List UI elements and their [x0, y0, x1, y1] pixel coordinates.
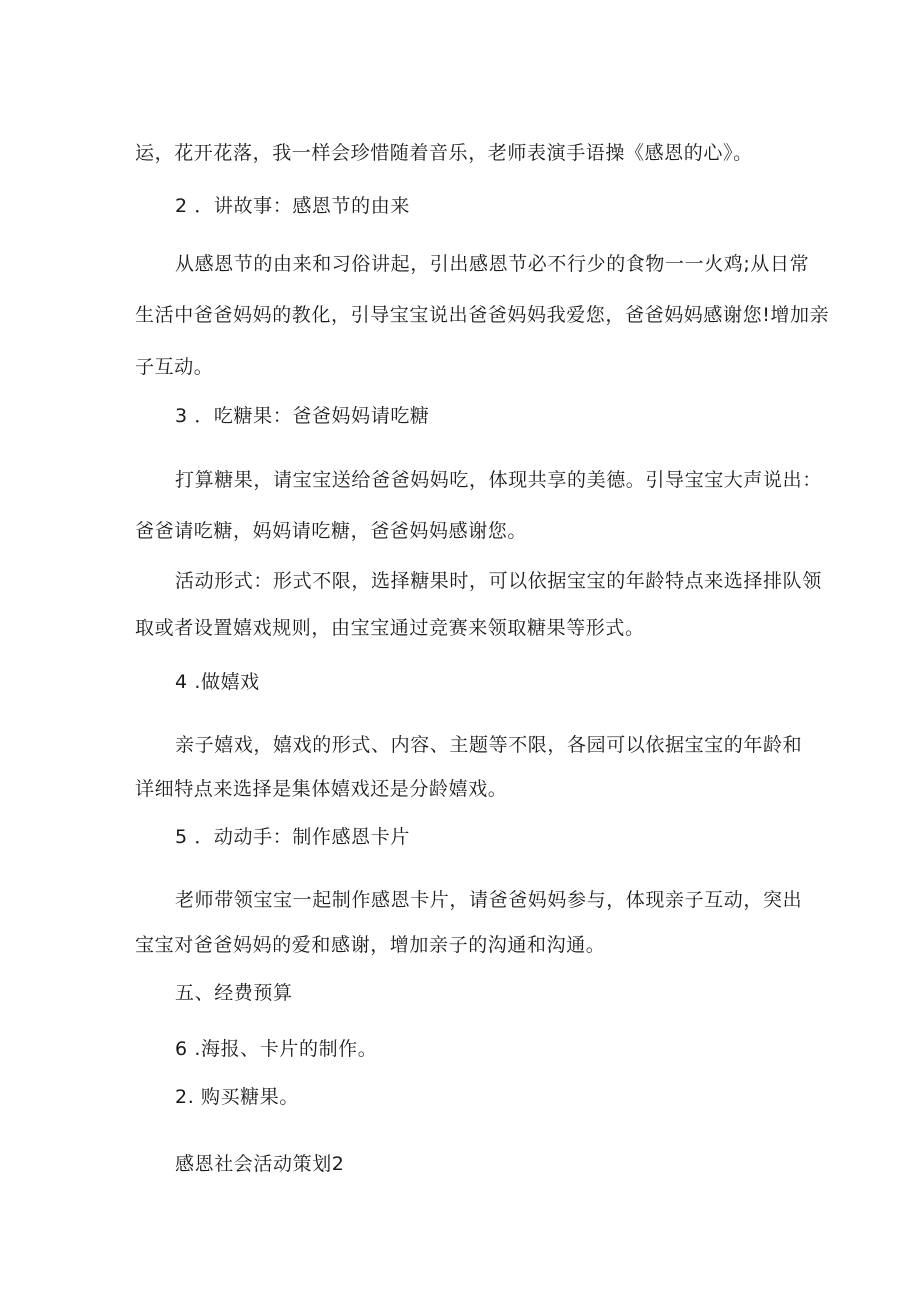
section-heading: 5 ．动动手：制作感恩卡片 [175, 826, 410, 848]
paragraph-line: 活动形式：形式不限，选择糖果时，可以依据宝宝的年龄特点来选择排队领 [175, 570, 822, 592]
section-heading: 4 .做嬉戏 [175, 671, 260, 693]
paragraph-line: 取或者设置嬉戏规则，由宝宝通过竞赛来领取糖果等形式。 [135, 617, 645, 639]
section-heading: 3 ．吃糖果：爸爸妈妈请吃糖 [175, 405, 430, 427]
paragraph-line: 子互动。 [135, 356, 214, 378]
paragraph-line: 详细特点来选择是集体嬉戏还是分龄嬉戏。 [135, 778, 508, 800]
list-item: 2. 购买糖果。 [175, 1086, 299, 1108]
document-title: 感恩社会活动策划2 [175, 1153, 345, 1175]
paragraph-line: 老师带领宝宝一起制作感恩卡片，请爸爸妈妈参与，体现亲子互动，突出 [175, 889, 803, 911]
paragraph-line: 运，花开花落，我一样会珍惜随着音乐，老师表演手语操《感恩的心》。 [135, 142, 753, 164]
paragraph-line: 生活中爸爸妈妈的教化，引导宝宝说出爸爸妈妈我爱您，爸爸妈妈感谢您!增加亲 [135, 304, 830, 326]
paragraph-line: 从感恩节的由来和习俗讲起，引出感恩节必不行少的食物一一火鸡;从日常 [175, 253, 810, 275]
section-heading: 五、经费预算 [175, 982, 293, 1004]
paragraph-line: 宝宝对爸爸妈妈的爱和感谢，增加亲子的沟通和沟通。 [135, 934, 606, 956]
paragraph-line: 打算糖果，请宝宝送给爸爸妈妈吃，体现共享的美德。引导宝宝大声说出： [175, 469, 822, 491]
paragraph-line: 亲子嬉戏，嬉戏的形式、内容、主题等不限，各园可以依据宝宝的年龄和 [175, 734, 803, 756]
list-item: 6 .海报、卡片的制作。 [175, 1038, 378, 1060]
section-heading: 2 ．讲故事：感恩节的由来 [175, 195, 410, 217]
paragraph-line: 爸爸请吃糖，妈妈请吃糖，爸爸妈妈感谢您。 [135, 520, 528, 542]
